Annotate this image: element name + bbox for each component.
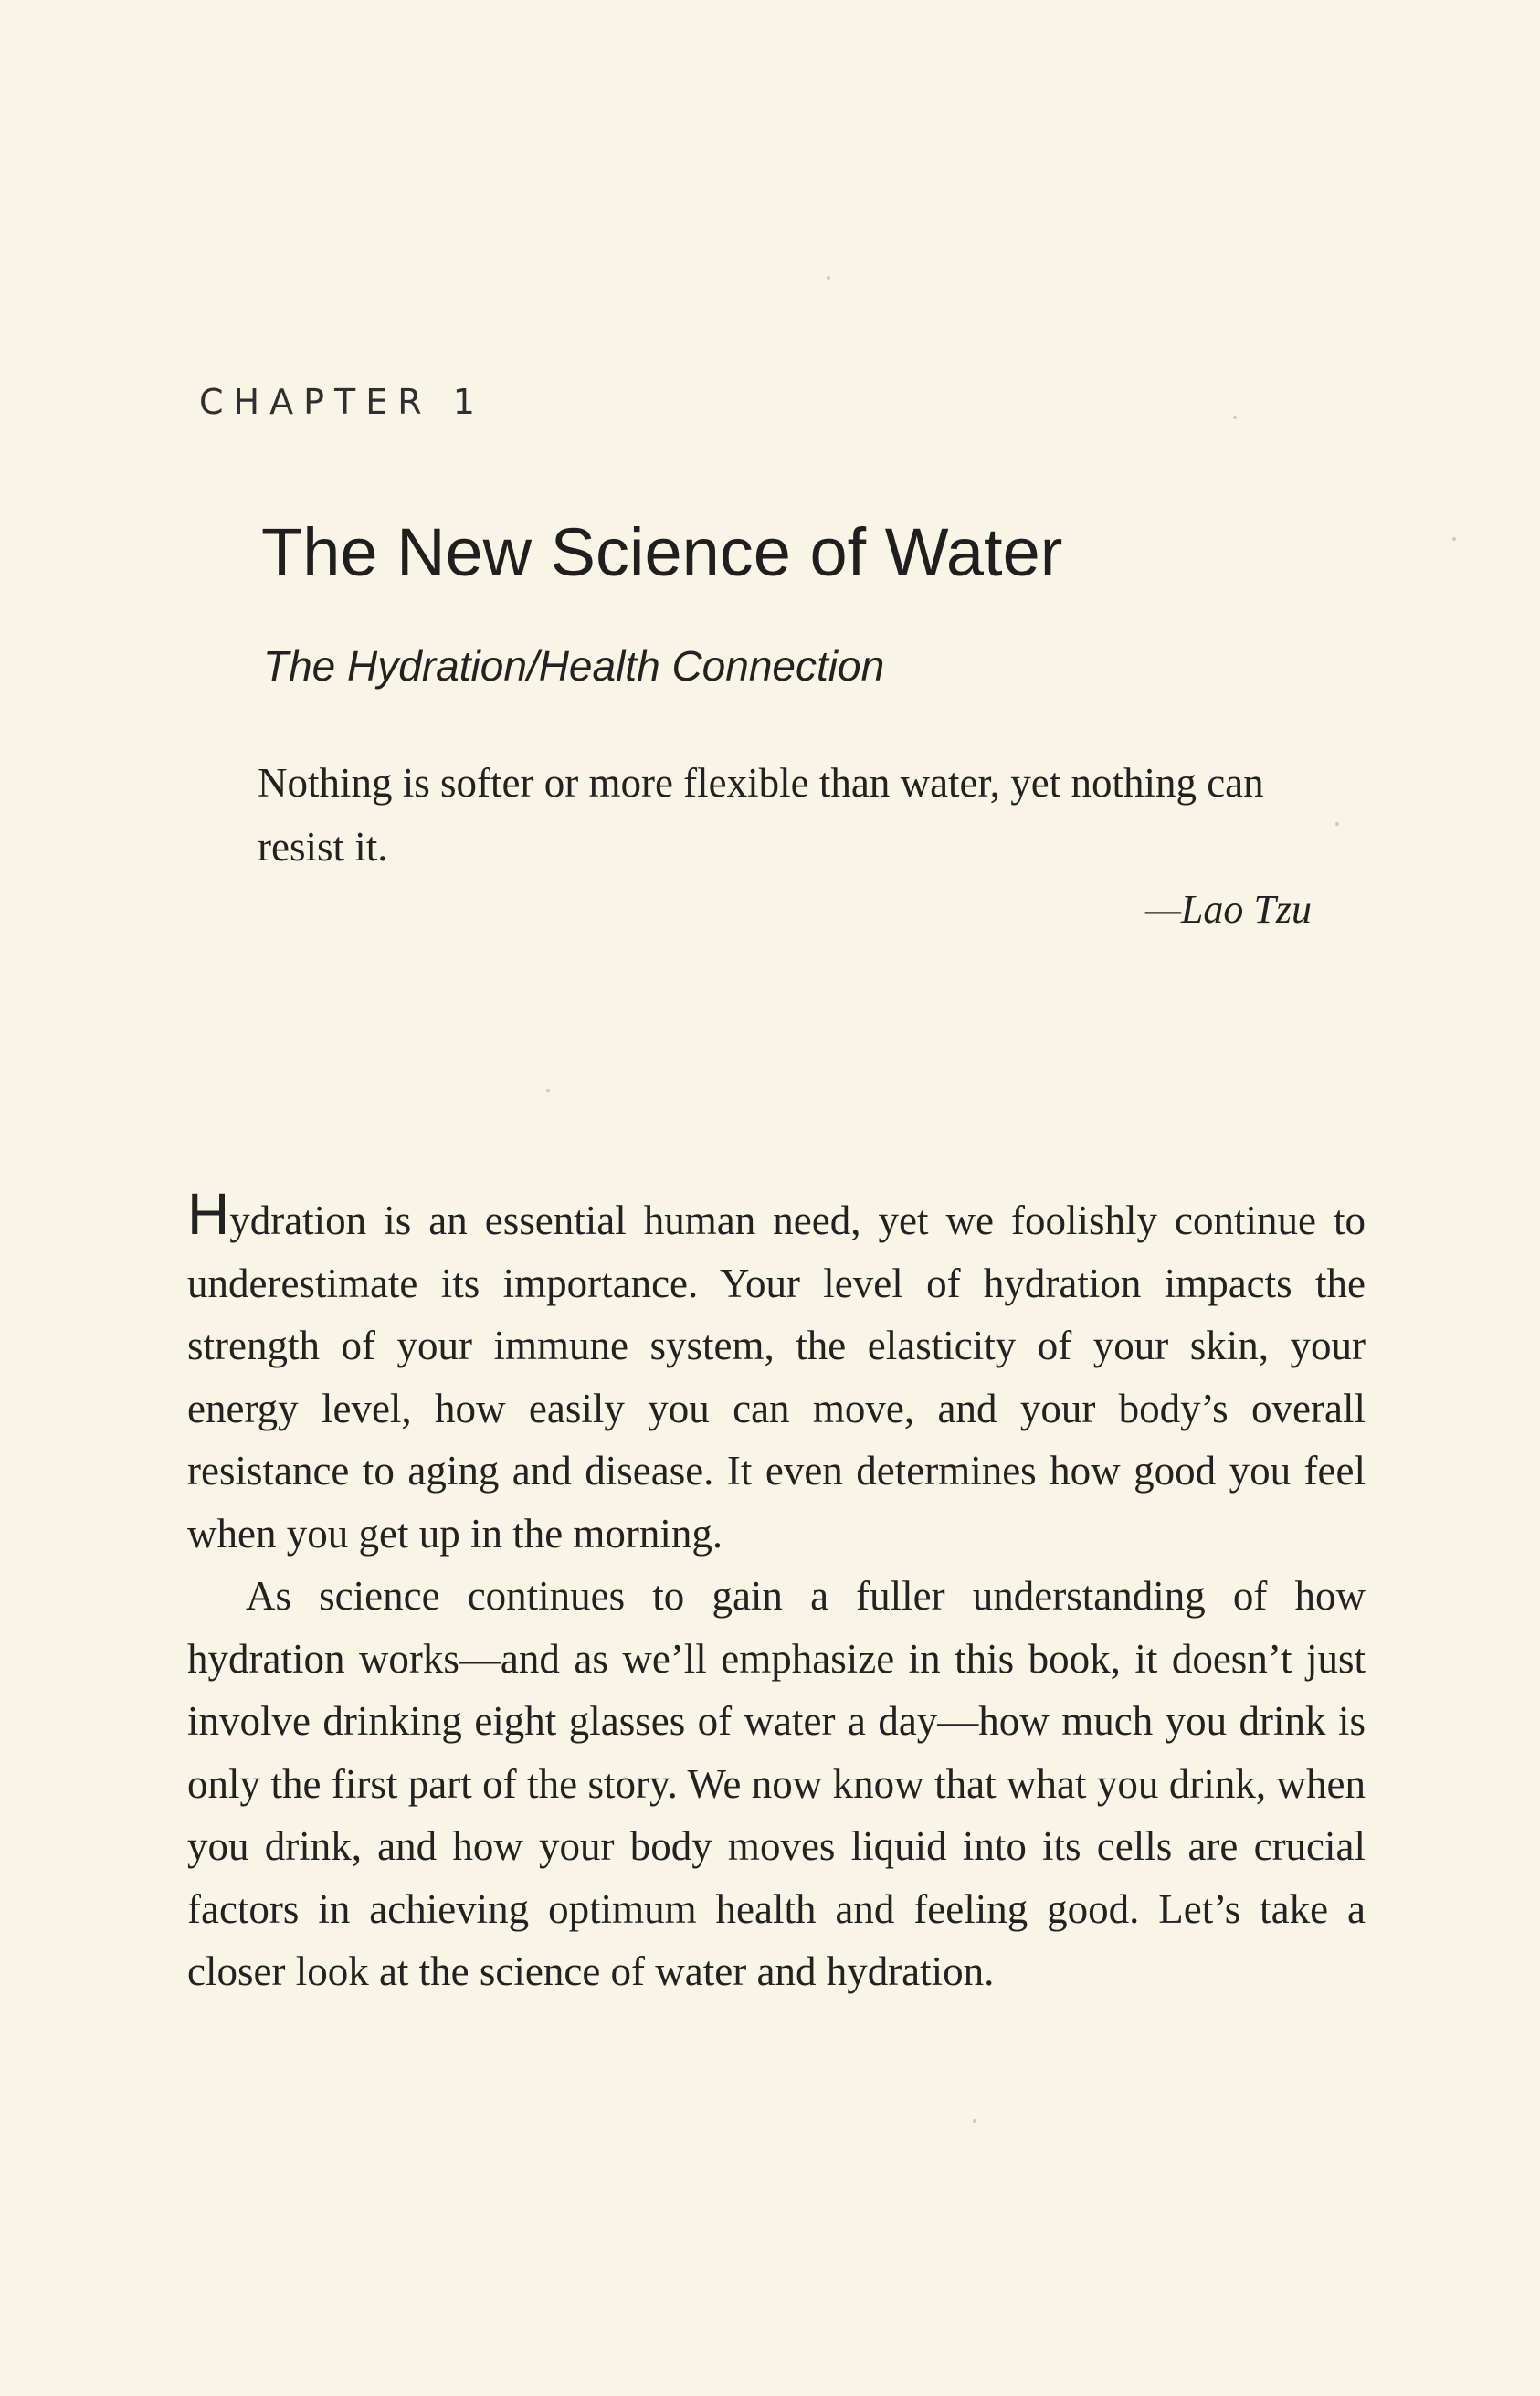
paper-speck: [827, 276, 830, 280]
epigraph-attribution: —Lao Tzu: [1144, 887, 1312, 932]
paper-speck: [1335, 822, 1339, 826]
paper-speck: [1452, 537, 1456, 541]
body-paragraph-1: [187, 1181, 1366, 1565]
paper-speck: [1233, 416, 1237, 419]
chapter-subtitle: The Hydration/Health Connection: [263, 642, 885, 690]
chapter-label: CHAPTER 1: [199, 382, 485, 422]
paper-speck: [546, 1089, 550, 1092]
chapter-title: The New Science of Water: [261, 514, 1063, 590]
body-paragraph-2: As science continues to gain a fuller understanding of how hydration works—and as we’ll emphasize in this book, it doesn’t just involve drinking eight glasses of water a day—how much you drink is only the first part of the story. We now know that what you drink, when you drink, and how your body moves liquid into its cells are crucial factors in achieving optimum health and feeling good. Let’s take a closer look at the science of water and hydration.: [187, 1573, 1366, 1994]
body-paragraph-1-text: ydration is an essential human need, yet we foolishly continue to underestimate its importance. Your level of hydration impacts the strength of your immune system, the elasticity of your skin, your energy level, how easily you can move, and your body’s overall resistance to aging and disease. It even determines how good you feel when you get up in the morning.: [187, 1198, 1366, 1557]
paper-speck: [973, 2119, 976, 2123]
drop-initial: H: [187, 1181, 230, 1247]
chapter-body: [187, 1181, 1366, 2003]
epigraph-quote: Nothing is softer or more flexible than water, yet nothing can resist it.: [258, 760, 1264, 870]
